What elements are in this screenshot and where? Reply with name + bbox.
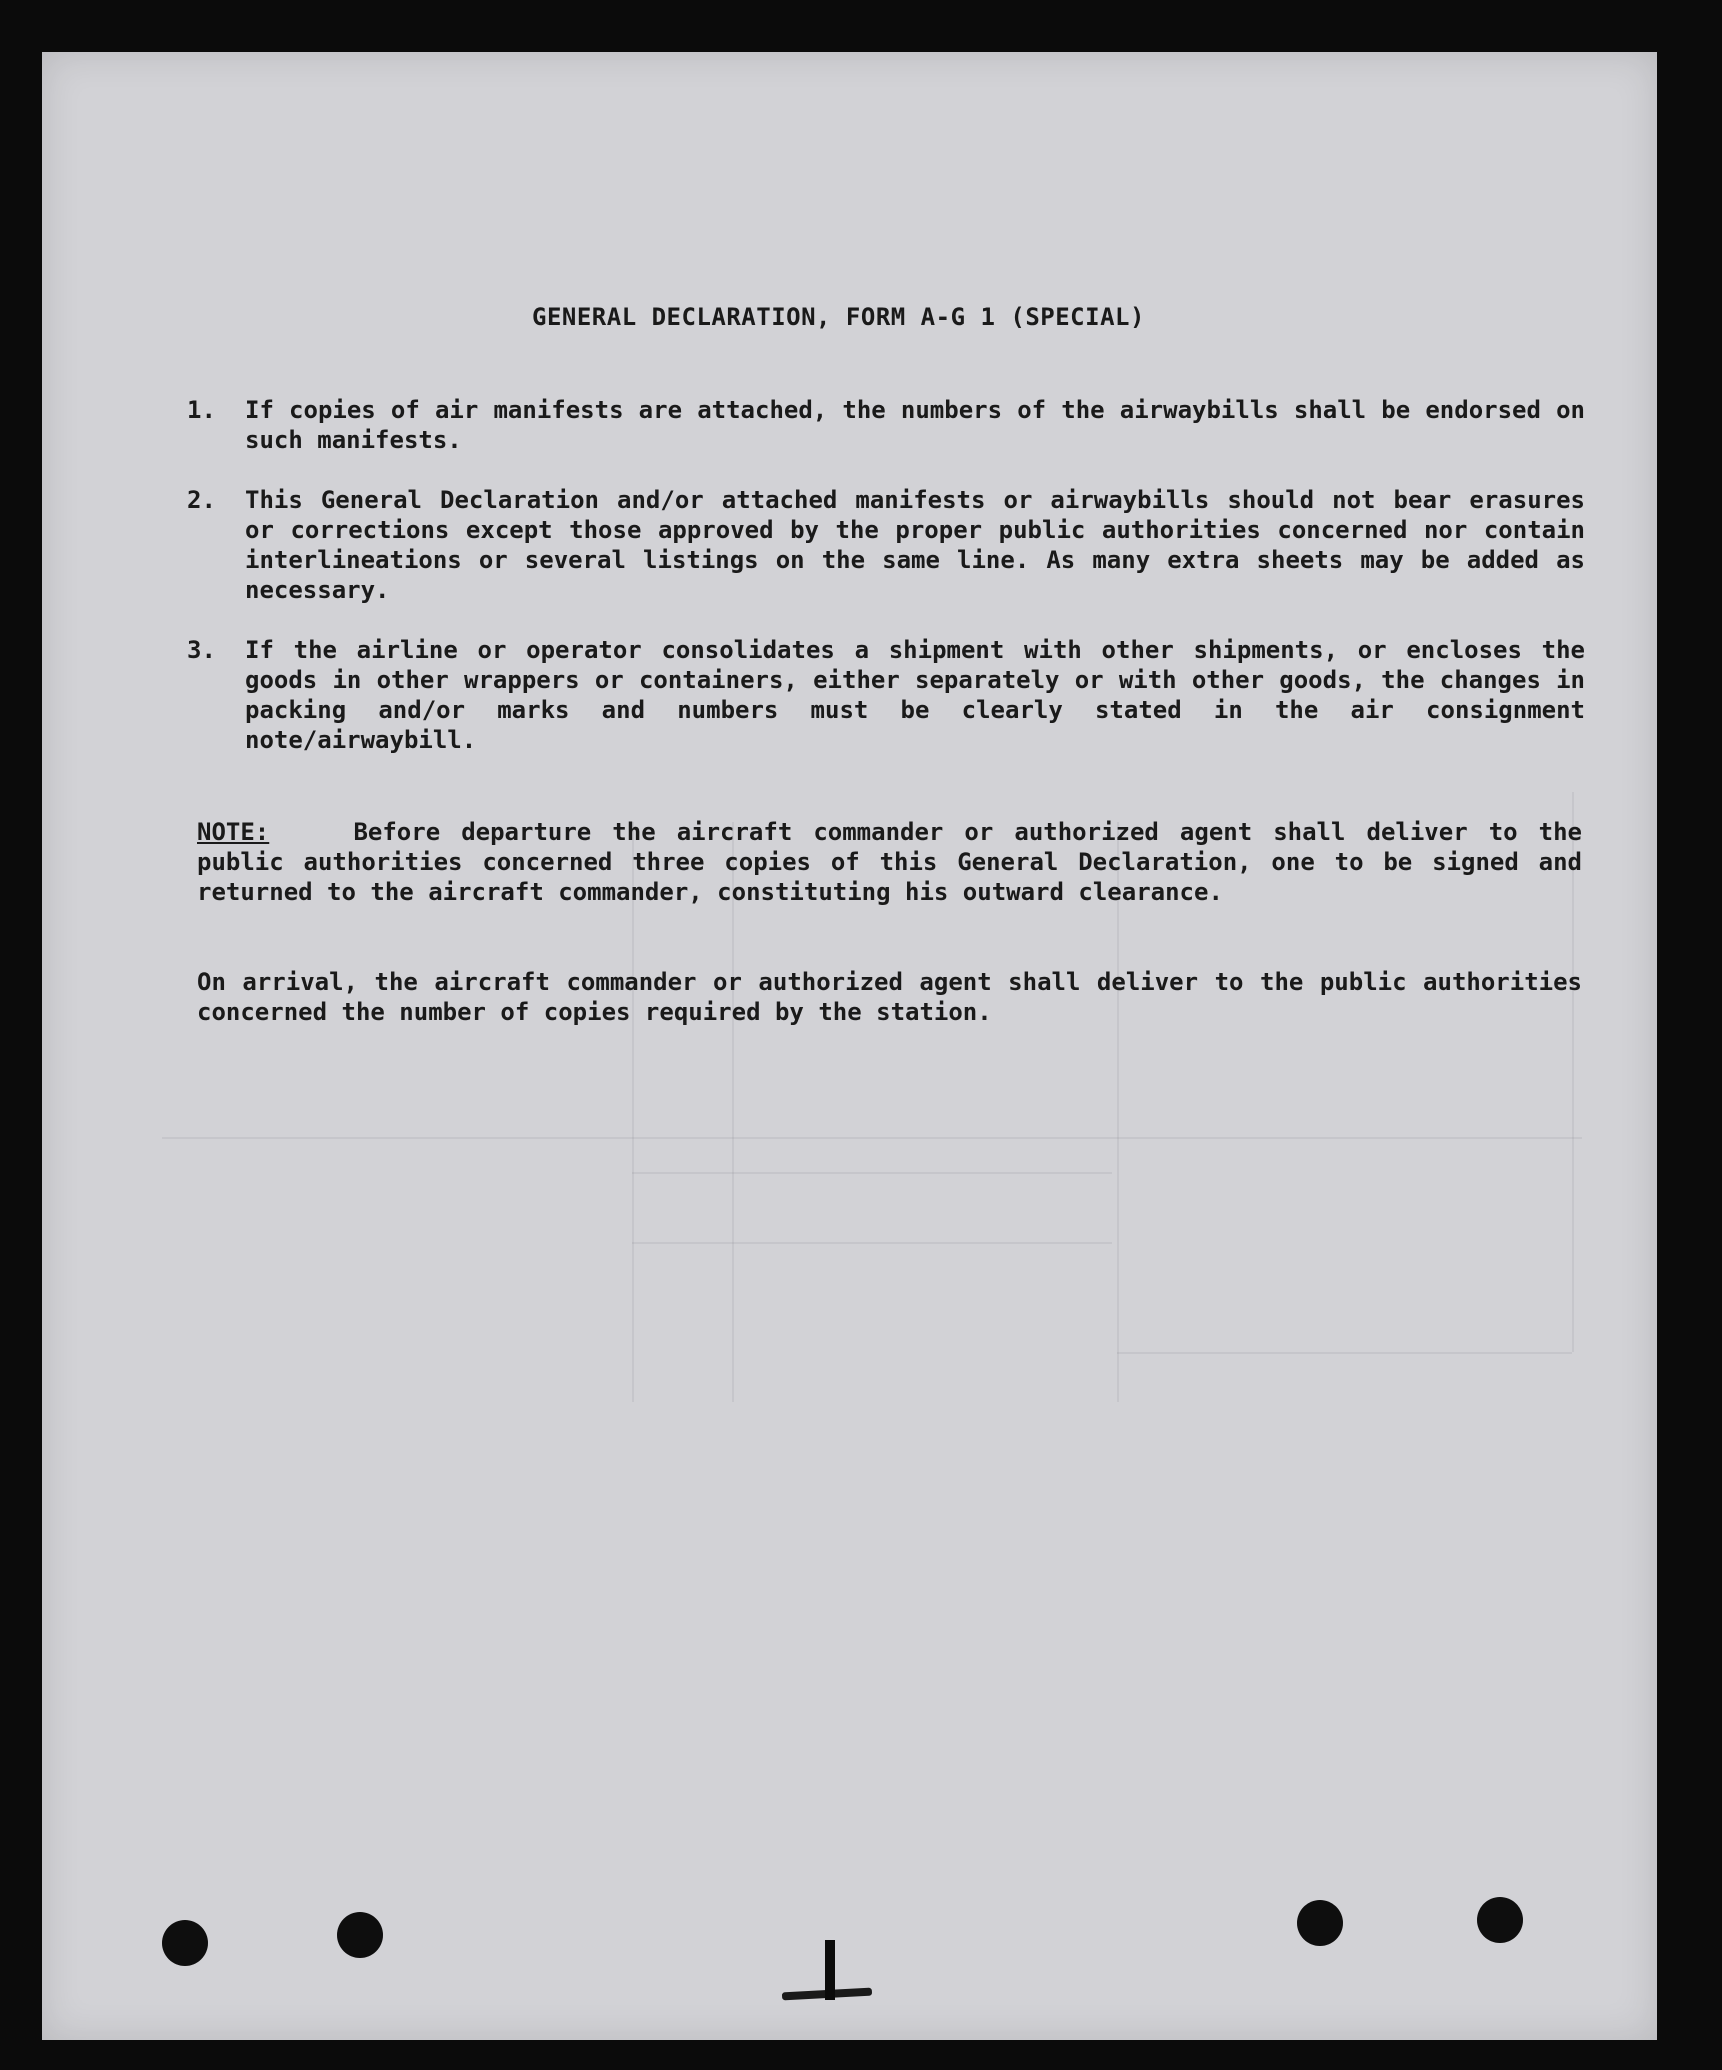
item-number: 3.	[187, 636, 216, 664]
punch-hole	[1297, 1900, 1343, 1946]
paper-notch	[825, 1940, 835, 2000]
document-body	[42, 52, 1657, 2040]
arrival-paragraph	[197, 967, 1582, 1027]
document-title: GENERAL DECLARATION, FORM A-G 1 (SPECIAL)	[532, 303, 1145, 331]
item-number: 1.	[187, 396, 216, 424]
item-number: 2.	[187, 486, 216, 514]
item-text: If copies of air manifests are attached, the numbers of the airwaybills shall be endorsed on such manifests.	[245, 396, 1585, 454]
note-paragraph	[197, 817, 1582, 907]
punch-hole	[337, 1912, 383, 1958]
punch-hole	[1477, 1897, 1523, 1943]
punch-hole	[162, 1920, 208, 1966]
arrival-text: On arrival, the aircraft commander or authorized agent shall deliver to the public authorities concerned the number of copies required by the station.	[197, 968, 1582, 1026]
paper-sheet	[42, 52, 1657, 2040]
item-text: This General Declaration and/or attached manifests or airwaybills should not bear erasures or corrections except those approved by the proper public authorities concerned nor contain interlineations or several listings on the same line. As many extra sheets may be added as necessary.	[245, 486, 1585, 604]
note-text: Before departure the aircraft commander or authorized agent shall deliver to the public authorities concerned three copies of this General Declaration, one to be signed and returned to the aircraft commander, constituting his outward clearance.	[197, 818, 1583, 906]
item-text: If the airline or operator consolidates a shipment with other shipments, or encloses the goods in other wrappers or containers, either separately or with other goods, the changes in packing and/or marks and numbers must be clearly stated in the air consignment note/airwaybill.	[245, 636, 1585, 754]
note-label: NOTE:	[197, 818, 270, 846]
